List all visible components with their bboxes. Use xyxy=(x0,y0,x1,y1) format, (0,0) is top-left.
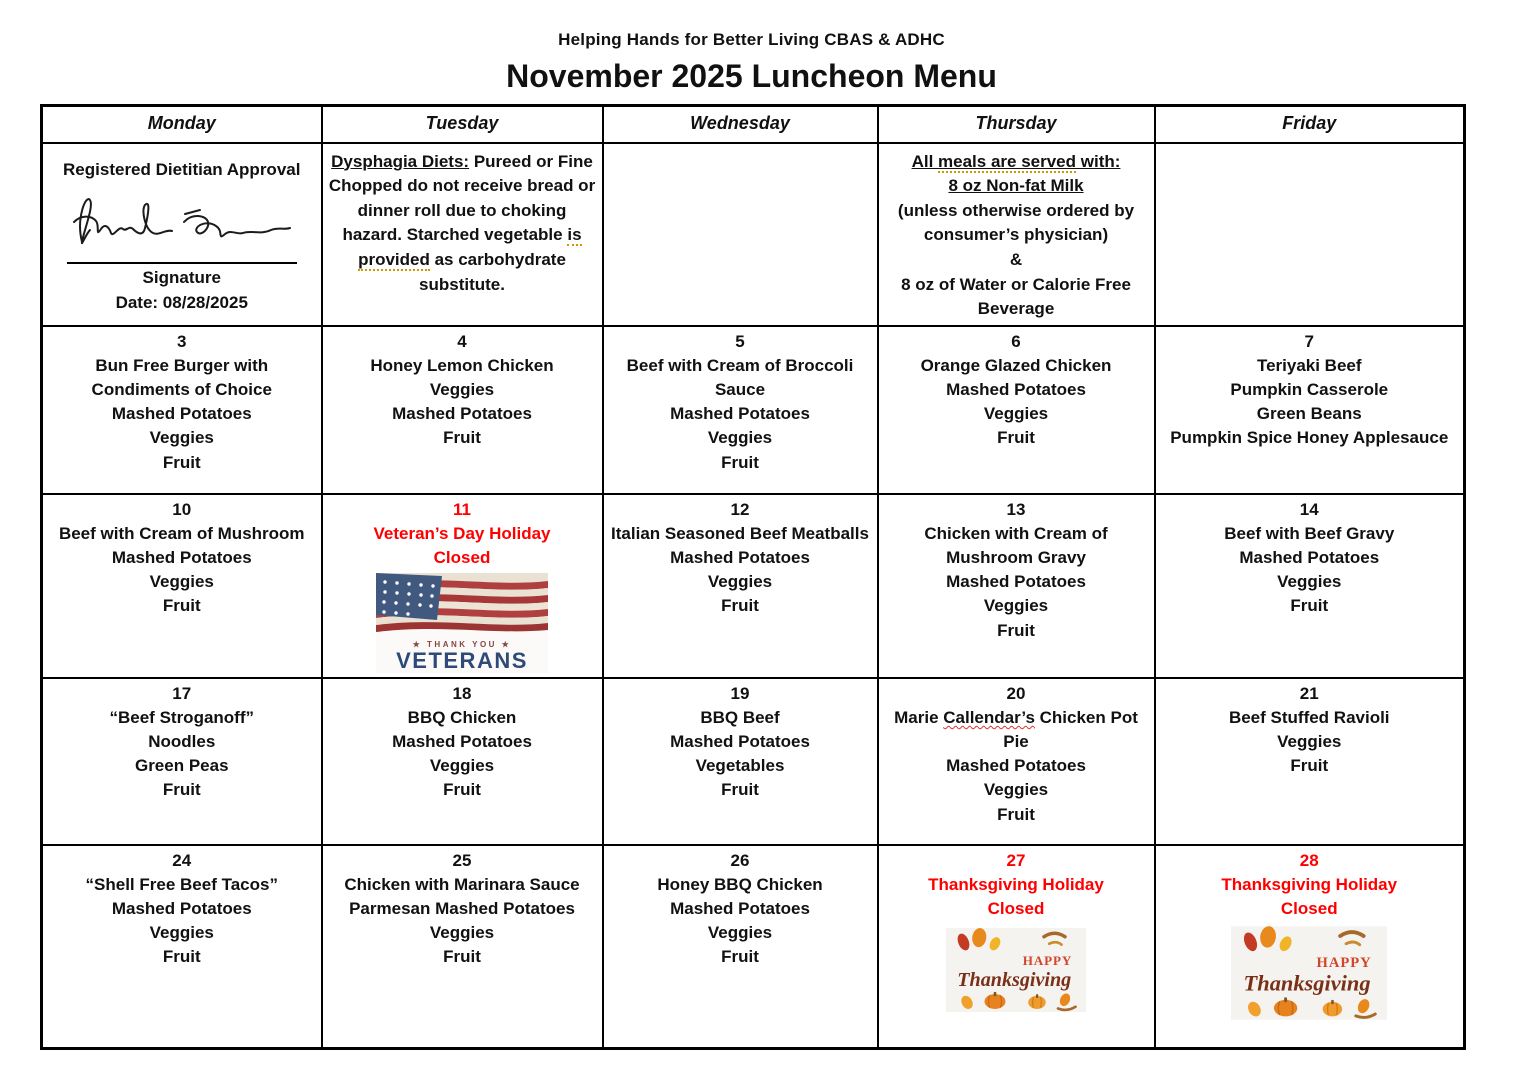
wednesday-info-cell-empty xyxy=(603,143,878,326)
menu-item: Fruit xyxy=(721,947,759,967)
day-cell-nov-28-holiday xyxy=(1155,845,1465,1049)
date-number: 26 xyxy=(730,850,750,870)
meals-note-line2: 8 oz Non-fat Milk xyxy=(948,176,1084,196)
menu-item: Green Beans xyxy=(1256,404,1362,424)
date-number: 10 xyxy=(172,499,192,519)
dysphagia-note-cell xyxy=(322,143,603,326)
thanksgiving-image xyxy=(946,924,1086,1016)
menu-item: Fruit xyxy=(997,428,1035,448)
day-cell-nov-21 xyxy=(1155,678,1465,845)
day-cell-nov-4 xyxy=(322,326,603,494)
day-cell-nov-18 xyxy=(322,678,603,845)
menu-item: Fruit xyxy=(721,452,759,472)
menu-item: Mashed Potatoes xyxy=(392,404,532,424)
date-number: 21 xyxy=(1299,683,1319,703)
dish-pre: Marie xyxy=(894,708,944,728)
day-cell-nov-11-holiday xyxy=(322,494,603,678)
menu-item: Fruit xyxy=(443,780,481,800)
menu-item: Veggies xyxy=(1277,572,1342,592)
day-cell-nov-3 xyxy=(42,326,322,494)
menu-item: Chicken with Marinara Sauce xyxy=(344,875,580,895)
dysphagia-text-end: as carbohydrate substitute. xyxy=(419,250,566,294)
menu-item: Veggies xyxy=(983,780,1049,800)
menu-item: Honey BBQ Chicken xyxy=(657,875,823,895)
menu-item: Veggies xyxy=(429,923,495,943)
date-number: 7 xyxy=(1304,331,1314,351)
week-row-3 xyxy=(42,678,1465,845)
day-cell-nov-26 xyxy=(603,845,878,1049)
menu-item: Orange Glazed Chicken xyxy=(920,356,1112,376)
menu-item: Fruit xyxy=(443,947,481,967)
menu-item: Veggies xyxy=(707,428,773,448)
menu-item: Veggies xyxy=(983,404,1049,424)
day-header-row xyxy=(42,106,1465,143)
menu-item: Mashed Potatoes xyxy=(111,899,252,919)
menu-item: Mashed Potatoes xyxy=(946,380,1086,400)
day-cell-nov-5 xyxy=(603,326,878,494)
menu-item: Fruit xyxy=(162,596,201,616)
holiday-label: Thanksgiving Holiday xyxy=(928,875,1104,895)
menu-item: Vegetables xyxy=(695,756,785,776)
signature-scribble xyxy=(64,184,300,262)
date-number: 25 xyxy=(452,850,472,870)
meals-l1-pre: All xyxy=(911,151,939,171)
day-cell-nov-7 xyxy=(1155,326,1465,494)
menu-item: Teriyaki Beef xyxy=(1256,356,1362,376)
menu-item: Chicken with Cream of Mushroom Gravy xyxy=(924,524,1108,568)
menu-item: Mashed Potatoes xyxy=(111,404,252,424)
day-cell-nov-6 xyxy=(878,326,1155,494)
thanksgiving-happy-text: HAPPY xyxy=(1022,953,1073,969)
week-row-4 xyxy=(42,845,1465,1049)
day-cell-nov-14 xyxy=(1155,494,1465,678)
dish-post: Chicken Pot Pie xyxy=(1003,708,1138,752)
info-row xyxy=(42,143,1465,326)
menu-item: Beef with Cream of Mushroom xyxy=(58,524,305,544)
menu-item: Mashed Potatoes xyxy=(670,899,810,919)
day-cell-nov-19 xyxy=(603,678,878,845)
date-number: 4 xyxy=(457,331,467,351)
date-number: 13 xyxy=(1006,499,1026,519)
thanksgiving-image xyxy=(1231,924,1387,1022)
meals-served-note-cell xyxy=(878,143,1155,326)
menu-item: Fruit xyxy=(162,780,201,800)
veterans-thankyou-text: ★ THANK YOU ★ xyxy=(412,640,512,650)
menu-item: Mashed Potatoes xyxy=(1239,548,1380,568)
holiday-closed-label: Closed xyxy=(1280,899,1338,919)
menu-item: “Shell Free Beef Tacos” xyxy=(85,875,278,895)
date-number: 3 xyxy=(177,331,187,351)
menu-item: Pumpkin Casserole xyxy=(1230,380,1389,400)
dysphagia-text: Pureed or Fine Chopped do not receive bread or dinner roll due to choking hazard. Starched vegetable xyxy=(328,151,596,245)
date-number: 20 xyxy=(1006,683,1026,703)
menu-item: Veggies xyxy=(429,756,495,776)
menu-item xyxy=(884,706,1149,754)
holiday-label: Veteran’s Day Holiday xyxy=(373,524,551,544)
menu-item: Bun Free Burger with Condiments of Choice xyxy=(91,356,272,400)
date-number: 24 xyxy=(172,850,192,870)
organization-name: Helping Hands for Better Living CBAS & ADHC xyxy=(558,30,945,49)
meals-note-line4: & xyxy=(1009,250,1023,270)
signature-label: Signature xyxy=(142,268,221,288)
day-header-wednesday: Wednesday xyxy=(603,106,878,143)
menu-item: Mashed Potatoes xyxy=(670,548,810,568)
menu-item: Fruit xyxy=(162,947,201,967)
menu-item: Mashed Potatoes xyxy=(946,572,1086,592)
dysphagia-lead: Dysphagia Diets: xyxy=(331,151,470,171)
date-number: 12 xyxy=(730,499,750,519)
date-number: 6 xyxy=(1011,331,1021,351)
menu-item: Veggies xyxy=(707,572,773,592)
date-number: 19 xyxy=(730,683,750,703)
menu-item: Beef Stuffed Ravioli xyxy=(1228,708,1390,728)
thanksgiving-happy-text: HAPPY xyxy=(1316,955,1372,972)
day-cell-nov-24 xyxy=(42,845,322,1049)
menu-item: BBQ Beef xyxy=(700,708,780,728)
menu-item: Veggies xyxy=(1277,732,1342,752)
menu-item: Veggies xyxy=(149,572,214,592)
menu-item: Veggies xyxy=(149,923,214,943)
menu-item: “Beef Stroganoff” xyxy=(109,708,254,728)
meals-l1-dotted: meals are served xyxy=(938,151,1077,171)
menu-item: Mashed Potatoes xyxy=(111,548,252,568)
menu-item: Italian Seasoned Beef Meatballs xyxy=(611,524,869,544)
week-row-2 xyxy=(42,494,1465,678)
menu-item: Mashed Potatoes xyxy=(670,732,810,752)
menu-item: Fruit xyxy=(721,780,759,800)
veterans-title-text: VETERANS xyxy=(396,648,528,674)
approval-date: Date: 08/28/2025 xyxy=(115,292,248,312)
menu-item: Noodles xyxy=(148,732,216,752)
day-cell-nov-17 xyxy=(42,678,322,845)
friday-info-cell-empty xyxy=(1155,143,1465,326)
meals-l1-post: with: xyxy=(1076,151,1121,171)
menu-item: Veggies xyxy=(149,428,214,448)
menu-item: Fruit xyxy=(721,596,759,616)
date-number: 5 xyxy=(735,331,745,351)
meals-note-line5: 8 oz of Water or Calorie Free Beverage xyxy=(901,274,1131,319)
menu-item: Beef with Beef Gravy xyxy=(1224,524,1395,544)
holiday-closed-label: Closed xyxy=(987,899,1045,919)
date-number: 11 xyxy=(453,499,471,519)
day-header-thursday: Thursday xyxy=(878,106,1155,143)
approval-title: Registered Dietitian Approval xyxy=(63,159,301,179)
menu-item: Parmesan Mashed Potatoes xyxy=(349,899,575,919)
date-number: 17 xyxy=(172,683,192,703)
day-header-monday: Monday xyxy=(42,106,322,143)
holiday-closed-label: Closed xyxy=(433,548,491,568)
day-cell-nov-27-holiday xyxy=(878,845,1155,1049)
day-header-friday: Friday xyxy=(1155,106,1465,143)
menu-item: Fruit xyxy=(443,428,481,448)
day-cell-nov-13 xyxy=(878,494,1155,678)
page-title: November 2025 Luncheon Menu xyxy=(506,58,997,94)
thanksgiving-script-text: Thanksgiving xyxy=(957,969,1072,992)
menu-item: Green Peas xyxy=(134,756,229,776)
holiday-label: Thanksgiving Holiday xyxy=(1221,875,1398,895)
menu-item: Pumpkin Spice Honey Applesauce xyxy=(1170,428,1449,448)
veterans-flag-image xyxy=(376,573,548,673)
date-number: 18 xyxy=(452,683,472,703)
menu-item: Veggies xyxy=(707,923,773,943)
date-number: 14 xyxy=(1299,499,1319,519)
menu-item: Veggies xyxy=(983,596,1049,616)
menu-item: Fruit xyxy=(997,804,1035,824)
menu-item: Honey Lemon Chicken xyxy=(370,356,554,376)
menu-item: Fruit xyxy=(1290,596,1329,616)
menu-item: BBQ Chicken xyxy=(407,708,517,728)
menu-item: Mashed Potatoes xyxy=(946,756,1086,776)
menu-item: Fruit xyxy=(1290,756,1329,776)
menu-item: Mashed Potatoes xyxy=(392,732,532,752)
menu-item: Beef with Cream of Broccoli Sauce xyxy=(626,356,854,400)
meals-note-line3: (unless otherwise ordered by consumer’s physician) xyxy=(897,200,1135,245)
week-row-1 xyxy=(42,326,1465,494)
menu-item: Fruit xyxy=(997,620,1035,640)
day-cell-nov-25 xyxy=(322,845,603,1049)
date-number: 28 xyxy=(1299,850,1319,870)
meals-note-line1 xyxy=(884,150,1149,175)
luncheon-menu-table xyxy=(40,104,1466,1050)
menu-item: Fruit xyxy=(162,452,201,472)
date-number: 27 xyxy=(1006,850,1026,870)
menu-item: Mashed Potatoes xyxy=(670,404,810,424)
dietitian-approval-cell xyxy=(42,143,322,326)
menu-item: Veggies xyxy=(429,380,495,400)
signature-line xyxy=(67,262,297,264)
day-cell-nov-20 xyxy=(878,678,1155,845)
dysphagia-dotted-phrase: is provided xyxy=(358,225,582,270)
dish-spellcheck-word: Callendar’s xyxy=(943,708,1035,728)
day-cell-nov-10 xyxy=(42,494,322,678)
day-header-tuesday: Tuesday xyxy=(322,106,603,143)
thanksgiving-script-text: Thanksgiving xyxy=(1243,970,1371,996)
day-cell-nov-12 xyxy=(603,494,878,678)
